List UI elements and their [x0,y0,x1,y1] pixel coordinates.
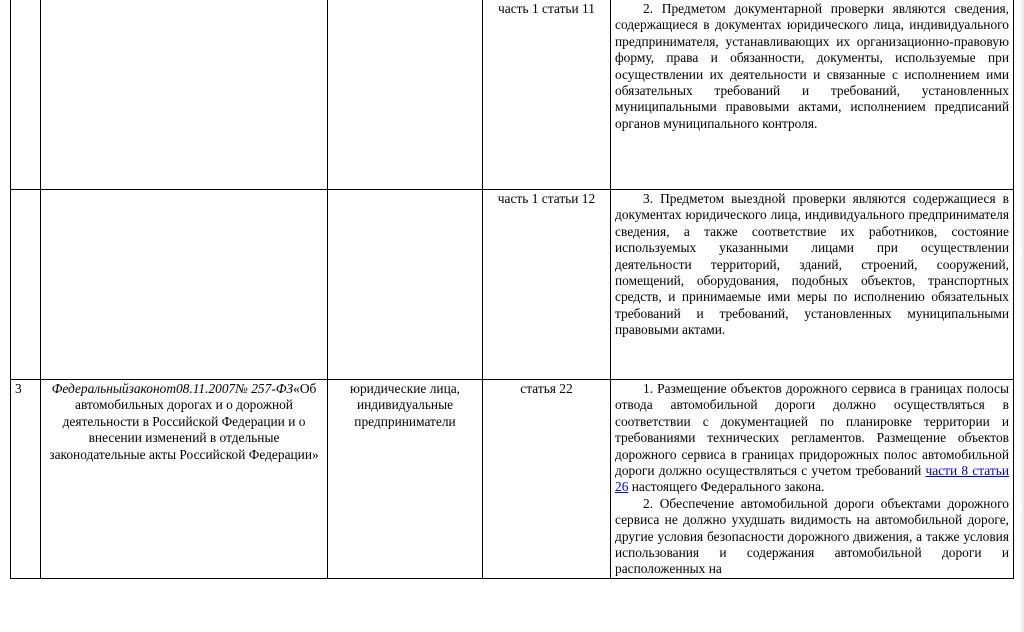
row-number-cell [11,0,41,190]
requirement-paragraph: 2. Предметом документарной проверки являются сведения, содержащиеся в документах юридического лица, индивидуального предпринимателя, устанавливающих их организационно-правовую форму, права и обязанности, документы, используемые при осуществлении их деятельности и связанные с исполнением ими обязательных требований и требований, установленных муниципальными правовыми актами, исполнением предписаний органов муниципального контроля. [615,1,1009,131]
requirement-text-cell [611,380,1014,579]
subjects-cell [328,0,483,190]
page-edge-shadow [1020,0,1024,632]
subjects-cell: юридические лица, индивидуальные предприниматели [328,380,483,579]
law-cell [41,0,328,190]
article-link[interactable]: части 8 статьи 26 [615,463,1009,495]
subjects-cell [328,190,483,380]
paragraph-text: 1. Размещение объектов дорожного сервиса в границах полосы отвода автомобильной дороги должно осуществляться в соответствии с документацией по планировке территории и требованиями технических регламентов. Размещение объектов дорожного сервиса в границах придорожных полос автомобильной дороги должно осуществляться с учетом требований [615,381,1009,479]
table-row [11,190,1014,380]
requirement-text-cell [611,0,1014,190]
requirement-paragraph [615,381,1009,496]
law-citation-italic: Федеральныйзаконот08.11.2007№ 257-ФЗ [51,381,294,396]
law-title: «Об автомобильных дорогах и о дорожной деятельности в Российской Федерации и о внесении изменений в отдельные законодательные акты Российской Федерации» [49,381,319,462]
table-row [11,380,1014,579]
requirement-text-cell [611,190,1014,380]
article-reference-cell: статья 22 [483,380,611,579]
table-row [11,0,1014,190]
law-cell [41,380,328,579]
row-number-cell: 3 [11,380,41,579]
law-cell [41,190,328,380]
row-number-cell [11,190,41,380]
paragraph-text: настоящего Федерального закона. [628,479,825,495]
requirement-paragraph: 2. Обеспечение автомобильной дороги объектами дорожного сервиса не должно ухудшать видимость на автомобильной дороге, другие условия безопасности дорожного движения, а также условия использования и содержания автомобильной дороги и расположенных на [615,495,1009,577]
legal-requirements-table [10,0,1014,579]
article-reference-cell: часть 1 статьи 11 [483,0,611,190]
requirement-paragraph: 3. Предметом выездной проверки являются содержащиеся в документах юридического лица, индивидуального предпринимателя сведения, а также соответствие их работников, состояние используемых указанными лицами при осуществлении деятельности территорий, зданий, строений, сооружений, помещений, оборудования, подобных объектов, транспортных средств, и принимаемые ими меры по исполнению обязательных требований и требований, установленных муниципальными правовыми актами. [615,191,1009,338]
article-reference-cell: часть 1 статьи 12 [483,190,611,380]
